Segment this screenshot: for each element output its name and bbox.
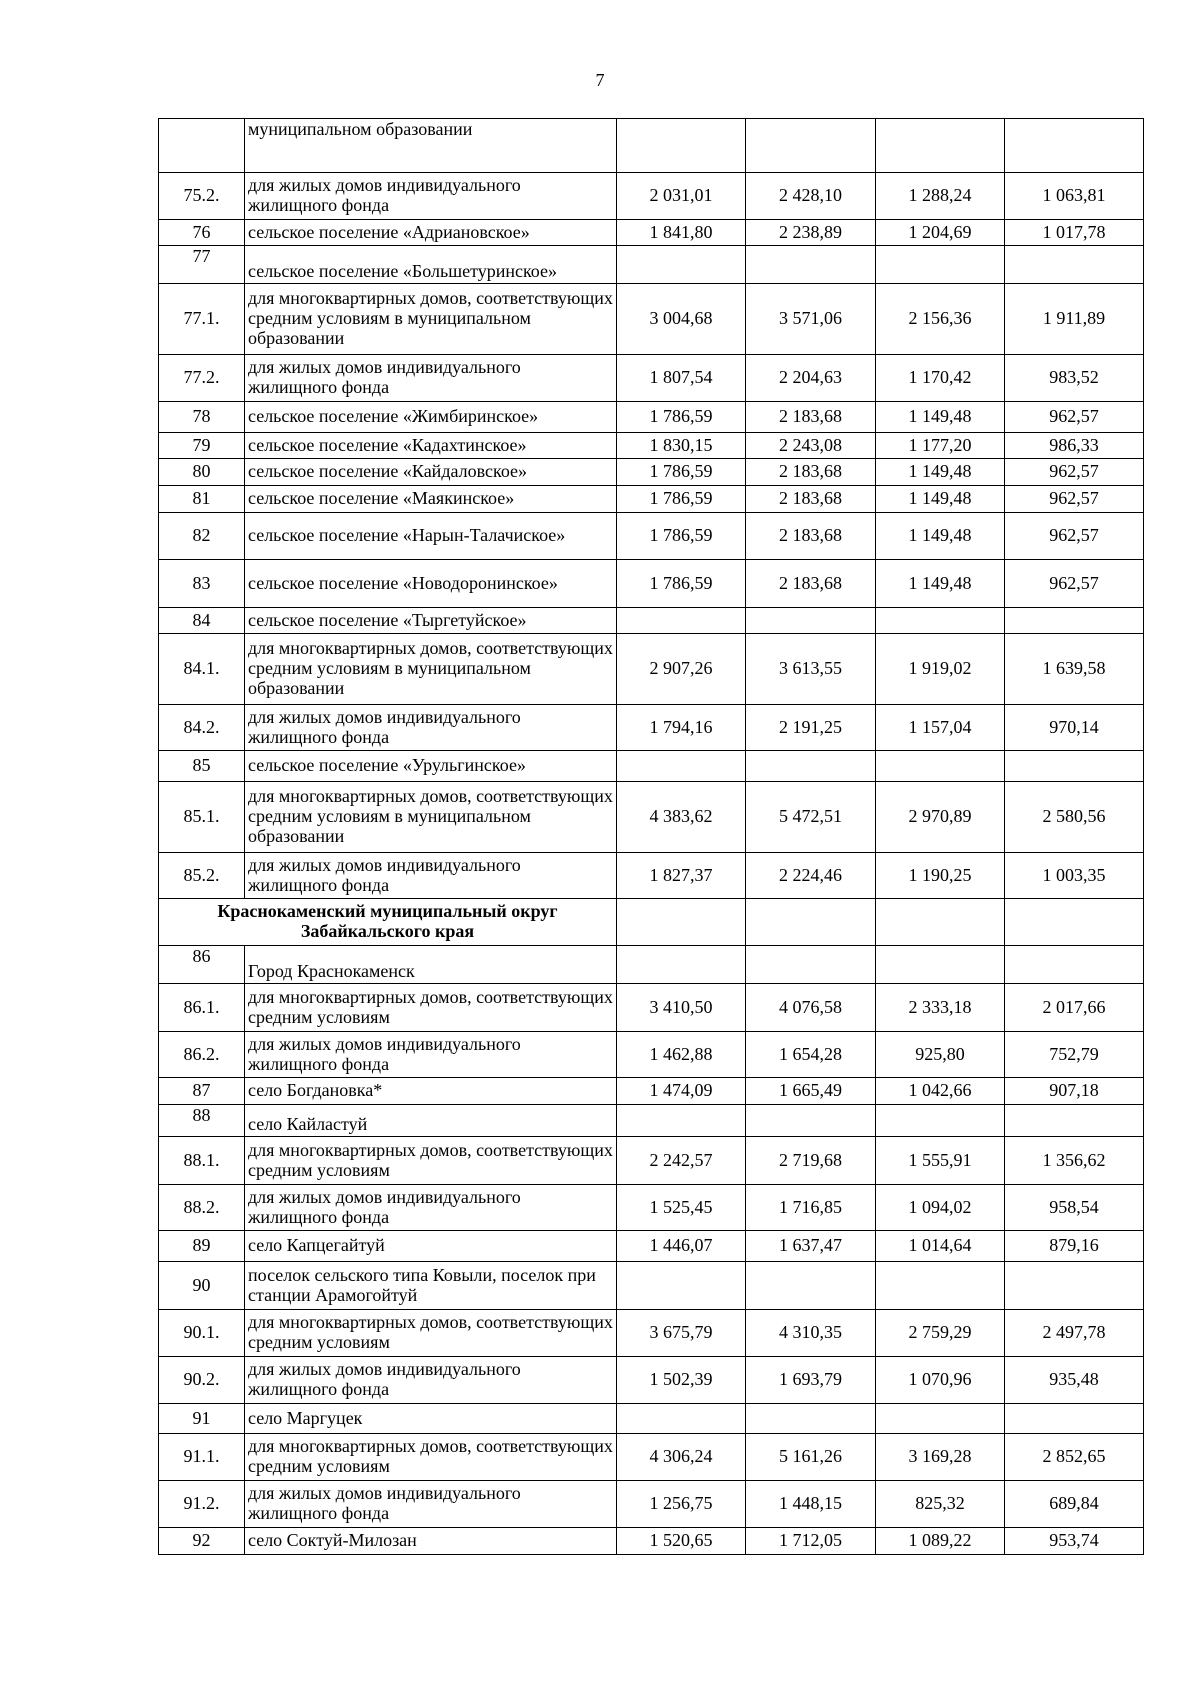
value-cell: [1005, 1262, 1144, 1310]
value-cell: [1005, 751, 1144, 782]
value-cell: 1 786,59: [617, 459, 746, 486]
table-row: [159, 1262, 1144, 1310]
value-cell: 3 613,55: [746, 634, 876, 705]
row-number: [159, 119, 245, 173]
row-name: для многоквартирных домов, соответствующих средним условиям в муниципальном образовании: [245, 284, 617, 355]
row-number: 85.1.: [159, 782, 245, 853]
row-name: сельское поселение «Нарын-Талачиское»: [245, 513, 617, 560]
tariff-table: [158, 118, 1144, 1555]
value-cell: 879,16: [1005, 1231, 1144, 1262]
table-row: [159, 1357, 1144, 1404]
value-cell: 752,79: [1005, 1032, 1144, 1078]
table-row: [159, 608, 1144, 634]
row-name: муниципальном образовании: [245, 119, 617, 173]
table-row: [159, 1528, 1144, 1555]
table-row: [159, 1185, 1144, 1231]
row-name: для жилых домов индивидуального жилищного фонда: [245, 1185, 617, 1231]
table-row: [159, 355, 1144, 402]
value-cell: 962,57: [1005, 486, 1144, 513]
value-cell: 2 017,66: [1005, 984, 1144, 1032]
value-cell: 2 238,89: [746, 220, 876, 246]
value-cell: 1 693,79: [746, 1357, 876, 1404]
value-cell: 4 306,24: [617, 1434, 746, 1481]
table-row: [159, 1310, 1144, 1357]
table-row: [159, 705, 1144, 751]
value-cell: [876, 246, 1005, 284]
value-cell: 825,32: [876, 1481, 1005, 1528]
row-number: 85.2.: [159, 853, 245, 899]
value-cell: 2 497,78: [1005, 1310, 1144, 1357]
row-number: 77.2.: [159, 355, 245, 402]
table-row: [159, 1137, 1144, 1185]
row-name: для многоквартирных домов, соответствующих средним условиям: [245, 1434, 617, 1481]
value-cell: 1 177,20: [876, 433, 1005, 459]
value-cell: 1 170,42: [876, 355, 1005, 402]
value-cell: 1 911,89: [1005, 284, 1144, 355]
row-name: для многоквартирных домов, соответствующих средним условиям: [245, 1310, 617, 1357]
value-cell: [876, 608, 1005, 634]
value-cell: 1 014,64: [876, 1231, 1005, 1262]
value-cell: 1 149,48: [876, 560, 1005, 608]
value-cell: 1 149,48: [876, 402, 1005, 433]
value-cell: 2 428,10: [746, 173, 876, 220]
table-row: [159, 1481, 1144, 1528]
value-cell: 1 794,16: [617, 705, 746, 751]
value-cell: 2 183,68: [746, 486, 876, 513]
row-number: 88.1.: [159, 1137, 245, 1185]
value-cell: 1 042,66: [876, 1078, 1005, 1105]
row-number: 88: [159, 1105, 245, 1137]
row-number: 85: [159, 751, 245, 782]
value-cell: [876, 119, 1005, 173]
row-name: для многоквартирных домов, соответствующих средним условиям в муниципальном образовании: [245, 634, 617, 705]
row-number: 88.2.: [159, 1185, 245, 1231]
value-cell: 1 841,80: [617, 220, 746, 246]
value-cell: 1 555,91: [876, 1137, 1005, 1185]
value-cell: 970,14: [1005, 705, 1144, 751]
row-number: 90.2.: [159, 1357, 245, 1404]
table-row: [159, 173, 1144, 220]
value-cell: 1 070,96: [876, 1357, 1005, 1404]
value-cell: 1 204,69: [876, 220, 1005, 246]
value-cell: 986,33: [1005, 433, 1144, 459]
row-name: село Капцегайтуй: [245, 1231, 617, 1262]
row-number: 84.1.: [159, 634, 245, 705]
row-number: 76: [159, 220, 245, 246]
row-name: село Богдановка*: [245, 1078, 617, 1105]
row-name: поселок сельского типа Ковыли, поселок при станции Арамогойтуй: [245, 1262, 617, 1310]
row-name: сельское поселение «Адриановское»: [245, 220, 617, 246]
table-row: [159, 946, 1144, 984]
value-cell: 1 786,59: [617, 486, 746, 513]
value-cell: 2 243,08: [746, 433, 876, 459]
row-name: сельское поселение «Урульгинское»: [245, 751, 617, 782]
value-cell: 1 786,59: [617, 402, 746, 433]
row-name: сельское поселение «Новодоронинское»: [245, 560, 617, 608]
value-cell: 2 719,68: [746, 1137, 876, 1185]
table-row: [159, 560, 1144, 608]
row-number: 91.1.: [159, 1434, 245, 1481]
value-cell: 1 448,15: [746, 1481, 876, 1528]
value-cell: 2 242,57: [617, 1137, 746, 1185]
row-name: для многоквартирных домов, соответствующих средним условиям: [245, 1137, 617, 1185]
value-cell: [617, 899, 746, 946]
value-cell: 925,80: [876, 1032, 1005, 1078]
table-row: [159, 634, 1144, 705]
value-cell: 2 759,29: [876, 1310, 1005, 1357]
value-cell: 1 639,58: [1005, 634, 1144, 705]
value-cell: 3 675,79: [617, 1310, 746, 1357]
value-cell: 1 474,09: [617, 1078, 746, 1105]
value-cell: 1 807,54: [617, 355, 746, 402]
row-name: Город Краснокаменск: [245, 946, 617, 984]
row-name: сельское поселение «Маякинское»: [245, 486, 617, 513]
row-number: 82: [159, 513, 245, 560]
row-number: 90: [159, 1262, 245, 1310]
value-cell: 5 161,26: [746, 1434, 876, 1481]
value-cell: [617, 119, 746, 173]
value-cell: 1 003,35: [1005, 853, 1144, 899]
table-row: [159, 284, 1144, 355]
value-cell: 1 288,24: [876, 173, 1005, 220]
row-name: село Кайластуй: [245, 1105, 617, 1137]
value-cell: 1 520,65: [617, 1528, 746, 1555]
row-name: село Соктуй-Милозан: [245, 1528, 617, 1555]
value-cell: 2 907,26: [617, 634, 746, 705]
value-cell: 1 830,15: [617, 433, 746, 459]
row-number: 87: [159, 1078, 245, 1105]
value-cell: 1 089,22: [876, 1528, 1005, 1555]
value-cell: [746, 899, 876, 946]
value-cell: 1 716,85: [746, 1185, 876, 1231]
value-cell: 1 149,48: [876, 459, 1005, 486]
row-number: 79: [159, 433, 245, 459]
table-row: [159, 984, 1144, 1032]
value-cell: [1005, 1404, 1144, 1434]
value-cell: [617, 1262, 746, 1310]
value-cell: [1005, 1105, 1144, 1137]
row-name: для многоквартирных домов, соответствующих средним условиям: [245, 984, 617, 1032]
value-cell: 935,48: [1005, 1357, 1144, 1404]
value-cell: [876, 751, 1005, 782]
value-cell: [876, 946, 1005, 984]
value-cell: 1 525,45: [617, 1185, 746, 1231]
row-name: для жилых домов индивидуального жилищного фонда: [245, 1032, 617, 1078]
row-number: 84.2.: [159, 705, 245, 751]
value-cell: [1005, 946, 1144, 984]
row-name: для жилых домов индивидуального жилищного фонда: [245, 705, 617, 751]
value-cell: 3 169,28: [876, 1434, 1005, 1481]
value-cell: 1 017,78: [1005, 220, 1144, 246]
value-cell: 962,57: [1005, 402, 1144, 433]
value-cell: 1 665,49: [746, 1078, 876, 1105]
value-cell: 2 183,68: [746, 459, 876, 486]
value-cell: 1 654,28: [746, 1032, 876, 1078]
value-cell: 1 786,59: [617, 513, 746, 560]
table-row: [159, 513, 1144, 560]
row-number: 77.1.: [159, 284, 245, 355]
value-cell: [1005, 899, 1144, 946]
row-name: сельское поселение «Кайдаловское»: [245, 459, 617, 486]
value-cell: 1 827,37: [617, 853, 746, 899]
row-number: 77: [159, 246, 245, 284]
value-cell: 1 502,39: [617, 1357, 746, 1404]
value-cell: [746, 946, 876, 984]
row-number: 80: [159, 459, 245, 486]
value-cell: [876, 1262, 1005, 1310]
value-cell: 2 183,68: [746, 513, 876, 560]
value-cell: 962,57: [1005, 560, 1144, 608]
value-cell: [617, 608, 746, 634]
row-name: сельское поселение «Тыргетуйское»: [245, 608, 617, 634]
value-cell: 1 256,75: [617, 1481, 746, 1528]
value-cell: 4 076,58: [746, 984, 876, 1032]
row-number: 75.2.: [159, 173, 245, 220]
value-cell: [746, 751, 876, 782]
value-cell: 2 183,68: [746, 560, 876, 608]
table-row: [159, 853, 1144, 899]
section-header-row: [159, 899, 1144, 946]
value-cell: 4 310,35: [746, 1310, 876, 1357]
value-cell: 2 224,46: [746, 853, 876, 899]
page-number: 7: [595, 70, 605, 90]
table-row: [159, 486, 1144, 513]
row-name: сельское поселение «Кадахтинское»: [245, 433, 617, 459]
value-cell: 1 712,05: [746, 1528, 876, 1555]
value-cell: [617, 1404, 746, 1434]
value-cell: [746, 1262, 876, 1310]
value-cell: 958,54: [1005, 1185, 1144, 1231]
value-cell: 1 786,59: [617, 560, 746, 608]
value-cell: [876, 899, 1005, 946]
value-cell: [617, 1105, 746, 1137]
table-row: [159, 459, 1144, 486]
value-cell: 2 156,36: [876, 284, 1005, 355]
table-row: [159, 402, 1144, 433]
value-cell: 962,57: [1005, 459, 1144, 486]
value-cell: 1 446,07: [617, 1231, 746, 1262]
row-name: сельское поселение «Жимбиринское»: [245, 402, 617, 433]
value-cell: 1 157,04: [876, 705, 1005, 751]
table-row: [159, 1404, 1144, 1434]
value-cell: [876, 1404, 1005, 1434]
value-cell: [746, 1404, 876, 1434]
value-cell: [617, 751, 746, 782]
row-number: 91.2.: [159, 1481, 245, 1528]
value-cell: [876, 1105, 1005, 1137]
value-cell: 2 183,68: [746, 402, 876, 433]
table-row: [159, 433, 1144, 459]
row-name: для жилых домов индивидуального жилищного фонда: [245, 1357, 617, 1404]
value-cell: 1 356,62: [1005, 1137, 1144, 1185]
section-title: Краснокаменский муниципальный округ Забайкальского края: [159, 899, 617, 946]
row-name: сельское поселение «Большетуринское»: [245, 246, 617, 284]
value-cell: [746, 119, 876, 173]
row-number: 89: [159, 1231, 245, 1262]
value-cell: [1005, 119, 1144, 173]
table-row: [159, 1105, 1144, 1137]
value-cell: 953,74: [1005, 1528, 1144, 1555]
value-cell: 3 004,68: [617, 284, 746, 355]
table-row: [159, 119, 1144, 173]
row-name: для жилых домов индивидуального жилищного фонда: [245, 853, 617, 899]
value-cell: [1005, 608, 1144, 634]
value-cell: 2 204,63: [746, 355, 876, 402]
value-cell: [746, 608, 876, 634]
value-cell: 4 383,62: [617, 782, 746, 853]
table-row: [159, 782, 1144, 853]
value-cell: 2 333,18: [876, 984, 1005, 1032]
value-cell: [617, 246, 746, 284]
row-number: 86: [159, 946, 245, 984]
row-number: 83: [159, 560, 245, 608]
table-row: [159, 246, 1144, 284]
value-cell: 1 462,88: [617, 1032, 746, 1078]
value-cell: 5 472,51: [746, 782, 876, 853]
row-number: 84: [159, 608, 245, 634]
value-cell: 1 094,02: [876, 1185, 1005, 1231]
row-name: для многоквартирных домов, соответствующих средним условиям в муниципальном образовании: [245, 782, 617, 853]
value-cell: 1 149,48: [876, 513, 1005, 560]
value-cell: 907,18: [1005, 1078, 1144, 1105]
value-cell: 962,57: [1005, 513, 1144, 560]
row-number: 91: [159, 1404, 245, 1434]
row-name: село Маргуцек: [245, 1404, 617, 1434]
row-name: для жилых домов индивидуального жилищного фонда: [245, 1481, 617, 1528]
value-cell: 2 580,56: [1005, 782, 1144, 853]
value-cell: [746, 246, 876, 284]
row-number: 81: [159, 486, 245, 513]
value-cell: 689,84: [1005, 1481, 1144, 1528]
value-cell: 983,52: [1005, 355, 1144, 402]
row-number: 78: [159, 402, 245, 433]
value-cell: 3 410,50: [617, 984, 746, 1032]
value-cell: 1 919,02: [876, 634, 1005, 705]
table-row: [159, 1231, 1144, 1262]
table-row: [159, 220, 1144, 246]
value-cell: 1 063,81: [1005, 173, 1144, 220]
value-cell: 3 571,06: [746, 284, 876, 355]
table-row: [159, 1078, 1144, 1105]
row-number: 86.2.: [159, 1032, 245, 1078]
value-cell: [1005, 246, 1144, 284]
value-cell: 2 191,25: [746, 705, 876, 751]
value-cell: 1 149,48: [876, 486, 1005, 513]
value-cell: 2 031,01: [617, 173, 746, 220]
row-name: для жилых домов индивидуального жилищного фонда: [245, 355, 617, 402]
row-number: 92: [159, 1528, 245, 1555]
table-row: [159, 1434, 1144, 1481]
value-cell: 2 852,65: [1005, 1434, 1144, 1481]
value-cell: 1 190,25: [876, 853, 1005, 899]
value-cell: 2 970,89: [876, 782, 1005, 853]
value-cell: [617, 946, 746, 984]
value-cell: 1 637,47: [746, 1231, 876, 1262]
value-cell: [746, 1105, 876, 1137]
row-number: 90.1.: [159, 1310, 245, 1357]
table-row: [159, 751, 1144, 782]
row-name: для жилых домов индивидуального жилищного фонда: [245, 173, 617, 220]
table-row: [159, 1032, 1144, 1078]
row-number: 86.1.: [159, 984, 245, 1032]
